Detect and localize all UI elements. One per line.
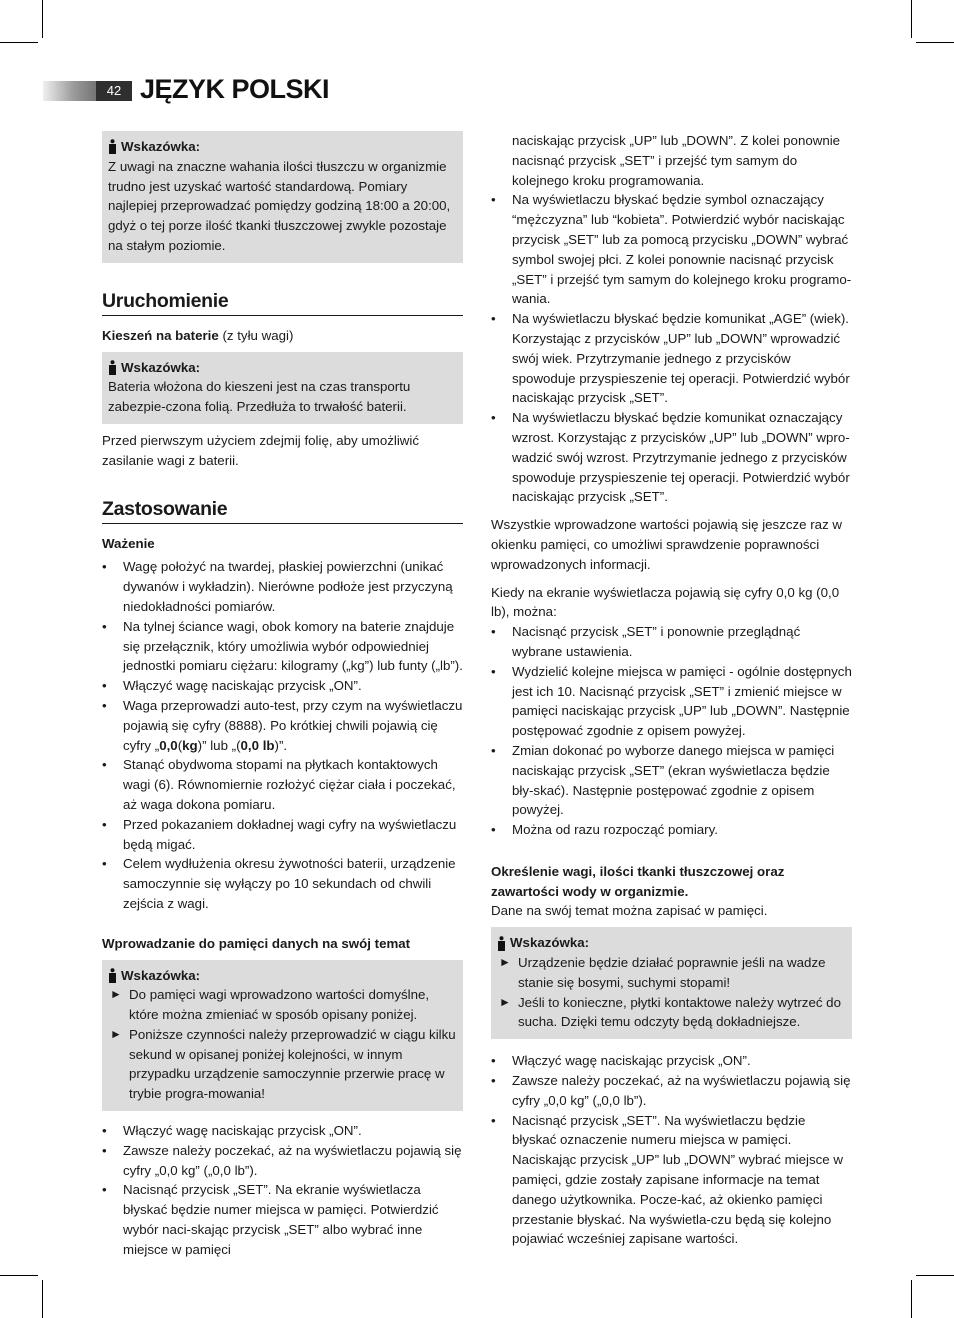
- list-item: • Wydzielić kolejne miejsca w pamięci - ogólnie dostępnych jest ich 10. Nacisnąć przycisk „SET” i zmienić miejsce w pamięci naciskając przycisk „UP” lub „DOWN”. Następnie postępować zgodnie z opisem powyżej.: [491, 662, 852, 741]
- tip-box: [102, 960, 463, 1112]
- paragraph: Kiedy na ekranie wyświetlacza pojawią się cyfry 0,0 kg (0,0 lb), można:: [491, 584, 840, 620]
- list-item: • Wagę położyć na twardej, płaskiej powierzchni (unikać dywanów i wykładzin). Nierówne podłoże jest przyczyną niedokładności pomiarów.: [102, 557, 463, 616]
- crop-mark: [911, 1280, 912, 1318]
- tip-list-item: [108, 985, 457, 1025]
- list-item: • Włączyć wagę naciskając przycisk „ON”.: [102, 676, 463, 696]
- bold-value: 0,0 lb: [240, 737, 275, 753]
- crop-mark: [916, 1275, 954, 1276]
- subheading-battery-note: (z tyłu wagi): [218, 327, 294, 343]
- text-span: )”.: [274, 737, 288, 753]
- crop-mark: [0, 42, 38, 43]
- tip-title-text: Wskazówka:: [121, 967, 201, 983]
- crop-mark: [42, 0, 43, 38]
- tip-list-item: [497, 993, 846, 1033]
- paragraph: Dane na swój temat można zapisać w pamięci.: [491, 903, 768, 919]
- tip-list: [497, 953, 846, 1032]
- subheading-measurement: Określenie wagi, ilości tkanki tłuszczowej oraz zawartości wody w organizmie.: [491, 863, 785, 899]
- list-item: [102, 696, 463, 755]
- list-item: • Włączyć wagę naciskając przycisk „ON”.: [102, 1121, 463, 1141]
- tip-title-text: Wskazówka:: [121, 139, 201, 154]
- tip-box: [491, 927, 852, 1039]
- tip-list-text: Urządzenie będzie działać poprawnie jeśli na wadze stanie się bosymi, suchymi stopami!: [518, 955, 826, 990]
- crop-mark: [42, 1280, 43, 1318]
- text-span: )” lub „(: [197, 737, 241, 753]
- list-item: • Na tylnej ściance wagi, obok komory na baterie znajduje się przełącznik, który umożliwia wybór odpowiedniej jednostki pomiaru ciężaru: kilogramy („kg”) lub funty („lb”).: [102, 617, 463, 676]
- info-icon: [108, 139, 117, 154]
- options-list: [491, 622, 852, 840]
- tip-title: [497, 933, 846, 953]
- list-item: • Można od razu rozpocząć pomiary.: [491, 820, 852, 840]
- bold-unit: kg: [182, 737, 198, 753]
- arrow-right-icon: ►: [499, 955, 511, 970]
- tip-title: [108, 358, 457, 378]
- list-item: • Nacisnąć przycisk „SET”. Na wyświetlaczu będzie błyskać oznaczenie numeru miejsca w pamięci. Naciskając przycisk „UP” lub „DOWN” wybrać miejsce w pamięci, gdzie zostały zapisane informacje na temat danego użytkownika. Pocze-kać, aż okienko pamięci przestanie błyskać. Na wyświetla-czu będą się kolejno pojawiać wcześniej zapisane wartości.: [491, 1111, 852, 1250]
- crop-mark: [911, 0, 912, 38]
- subheading-weighing: Ważenie: [102, 535, 155, 551]
- tip-title: [108, 966, 457, 986]
- tip-text: Z uwagi na znaczne wahania ilości tłuszczu w organizmie trudno jest uzyskać wartość standardową. Pomiary najlepiej przeprowadzać pomiędzy godziną 18:00 a 20:00, gdyż o tej porze ilość tkanki tłuszczowej zwykle pozostaje na stałym poziomie.: [108, 158, 451, 253]
- list-item: • Stanąć obydwoma stopami na płytkach kontaktowych wagi (6). Równomiernie rozłożyć ciężar ciała i poczekać, aż waga dokona pomiaru.: [102, 755, 463, 814]
- section-heading-zastosowanie: Zastosowanie: [102, 497, 463, 524]
- list-item: • Nacisnąć przycisk „SET”. Na ekranie wyświetlacza błyskać będzie numer miejsca w pamięci. Potwierdzić wybór naci-skając przycisk „SET” albo wybrać inne miejsce w pamięci: [102, 1180, 463, 1259]
- tip-title: [108, 137, 457, 157]
- page-number: 42: [96, 81, 132, 101]
- info-icon: [108, 360, 117, 375]
- memory-list: [102, 1121, 463, 1260]
- measurement-list: [491, 1051, 852, 1249]
- subheading-memory: Wprowadzanie do pamięci danych na swój temat: [102, 935, 411, 951]
- tip-title-text: Wskazówka:: [121, 359, 201, 375]
- left-column: [102, 131, 463, 1260]
- list-item: • Na wyświetlaczu błyskać będzie komunikat „AGE” (wiek). Korzystając z przycisków „UP” lub „DOWN” wprowadzić swój wiek. Przytrzymanie jednego z przycisków spowoduje przyspieszenie tej operacji. Potwierdzić wybór naciskając przycisk „SET”.: [491, 309, 852, 408]
- tip-box: [102, 352, 463, 424]
- section-heading-uruchomienie: Uruchomienie: [102, 289, 463, 316]
- arrow-right-icon: ►: [110, 987, 122, 1002]
- list-item: • Zmian dokonać po wyborze danego miejsca w pamięci naciskając przycisk „SET” (ekran wyświetlacza będzie bły-skać). Następnie postępować zgodnie z opisem powyżej.: [491, 741, 852, 820]
- tip-list-text: Poniższe czynności należy przeprowadzić w ciągu kilku sekund w opisanej poniżej kolejności, w innym przypadku urządzenie samoczynnie przerwie pracę w trybie progra-mowania!: [129, 1026, 456, 1102]
- paragraph: Przed pierwszym użyciem zdejmij folię, aby umożliwić zasilanie wagi z baterii.: [102, 432, 419, 468]
- text-span: Waga przeprowadzi auto-test, przy czym na wyświetlaczu pojawią się cyfry (8888). Po krótkiej chwili pojawią cię cyfry „: [123, 697, 463, 753]
- list-item: • Nacisnąć przycisk „SET” i ponownie przeglądnąć wybrane ustawienia.: [491, 622, 852, 662]
- tip-list-item: [108, 1025, 457, 1104]
- weighing-list: [102, 557, 463, 913]
- crop-mark: [916, 42, 954, 43]
- arrow-right-icon: ►: [110, 1026, 122, 1041]
- list-item: • Przed pokazaniem dokładnej wagi cyfry na wyświetlaczu będą migać.: [102, 815, 463, 855]
- programming-list: [491, 190, 852, 507]
- list-item: • Zawsze należy poczekać, aż na wyświetlaczu pojawią się cyfry „0,0 kg” („0,0 lb”).: [491, 1071, 852, 1111]
- info-icon: [497, 936, 506, 951]
- tip-box: [102, 131, 463, 263]
- info-icon: [108, 968, 117, 983]
- subheading-battery-bold: Kieszeń na baterie: [102, 327, 219, 343]
- tip-list: [108, 985, 457, 1104]
- arrow-right-icon: ►: [499, 994, 511, 1009]
- tip-list-text: Do pamięci wagi wprowadzono wartości domyślne, które można zmieniać w sposób opisany poniżej.: [129, 987, 430, 1023]
- tip-list-item: [497, 953, 846, 993]
- continuation-text: naciskając przycisk „UP” lub „DOWN”. Z kolei ponownie nacisnąć przycisk „SET” i przejść tym samym do kolejnego kroku programowania.: [512, 133, 841, 188]
- right-column: [491, 131, 852, 1249]
- paragraph: Wszystkie wprowadzone wartości pojawią się jeszcze raz w okienku pamięci, co umożliwi sprawdzenie poprawności wprowadzonych informacji.: [491, 517, 843, 572]
- list-item: • Zawsze należy poczekać, aż na wyświetlaczu pojawią się cyfry „0,0 kg” („0,0 lb”).: [102, 1141, 463, 1181]
- tip-title-text: Wskazówka:: [510, 935, 590, 951]
- list-item: • Włączyć wagę naciskając przycisk „ON”.: [491, 1051, 852, 1071]
- bold-value: 0,0: [159, 737, 178, 753]
- subheading-battery: [102, 326, 463, 346]
- text-span: (: [177, 737, 183, 753]
- tip-text: Bateria włożona do kieszeni jest na czas transportu zabezpie-czona folią. Przedłuża to trwałość baterii.: [108, 379, 411, 415]
- list-item: • Na wyświetlaczu błyskać będzie symbol oznaczający “mężczyzna” lub “kobieta”. Potwierdzić wybór naciskając przycisk „SET” lub za pomocą przycisku „DOWN” wybrać symbol swojej płci. Z kolei ponownie nacisnąć przycisk „SET” i przejść tym samym do kolejnego kroku programo-wania.: [491, 190, 852, 309]
- crop-mark: [0, 1275, 38, 1276]
- list-item: • Celem wydłużenia okresu żywotności baterii, urządzenie samoczynnie się wyłączy po 10 sekundach od chwili zejścia z wagi.: [102, 854, 463, 913]
- page-title: JĘZYK POLSKI: [140, 74, 330, 104]
- list-item: • Na wyświetlaczu błyskać będzie komunikat oznaczający wzrost. Korzystając z przycisków „UP” lub „DOWN” wpro-wadzić swój wzrost. Przytrzymanie jednego z przycisków spowoduje przyspieszenie tej operacji. Potwierdzić wybór naciskając przycisk „SET”.: [491, 408, 852, 507]
- tip-list-text: Jeśli to konieczne, płytki kontaktowe należy wytrzeć do sucha. Dzięki temu odczyty będą dokładniejsze.: [518, 994, 841, 1030]
